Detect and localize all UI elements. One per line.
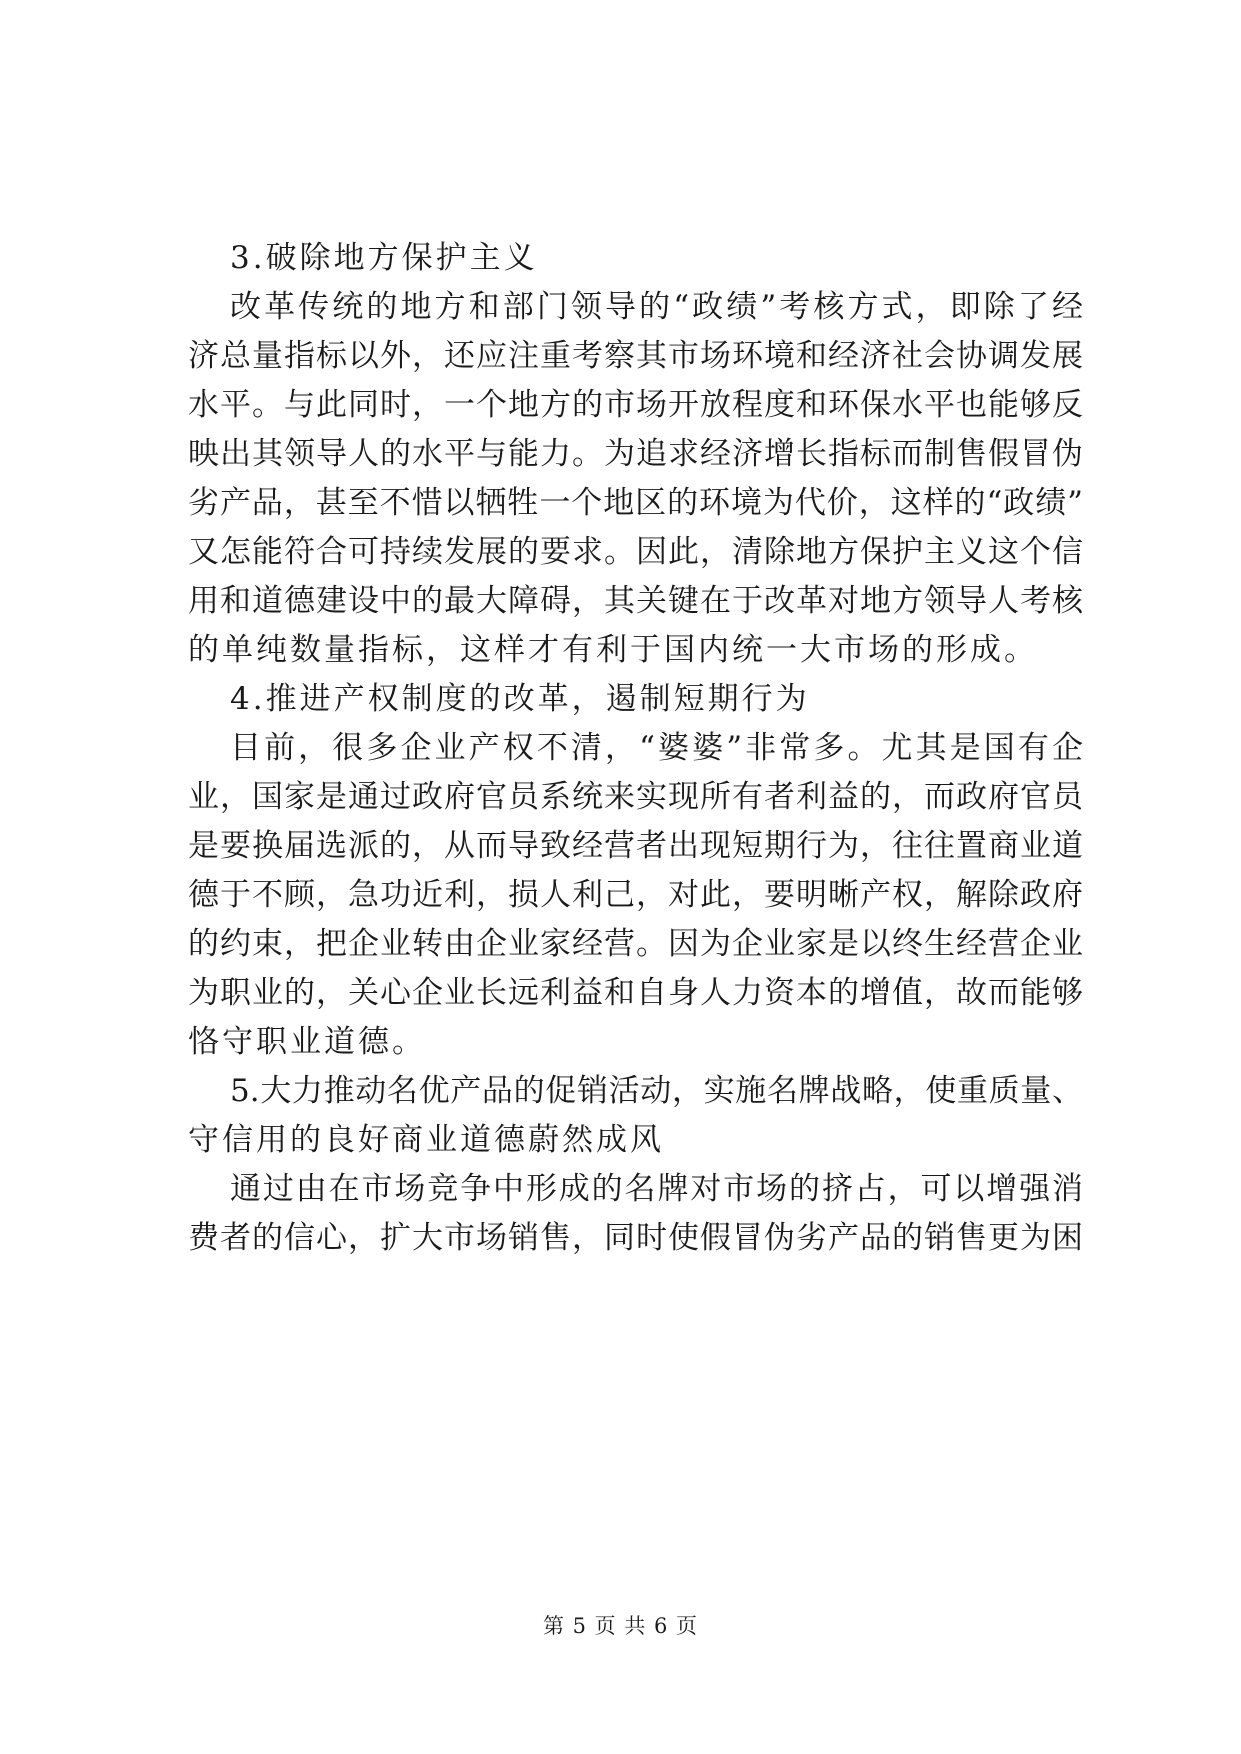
paragraph-line: 水平。与此同时，一个地方的市场开放程度和环保水平也能够反 (188, 387, 1083, 423)
paragraph-line: 通过由在市场竞争中形成的名牌对市场的挤占，可以增强消 (230, 1171, 1083, 1207)
paragraph-line: 业，国家是通过政府官员系统来实现所有者利益的，而政府官员 (188, 779, 1083, 815)
paragraph-line: 济总量指标以外，还应注重考察其市场环境和经济社会协调发展 (188, 338, 1083, 374)
paragraph-line: 劣产品，甚至不惜以牺牲一个地区的环境为代价，这样的“政绩” (188, 485, 1083, 521)
section-heading-5: 5.大力推动名优产品的促销活动，实施名牌战略，使重质量、 (230, 1073, 1083, 1109)
paragraph-line: 又怎能符合可持续发展的要求。因此，清除地方保护主义这个信 (188, 534, 1083, 570)
paragraph-line: 恪守职业道德。 (188, 1024, 426, 1060)
section-heading-4: 4.推进产权制度的改革，遏制短期行为 (230, 681, 810, 717)
section-heading-5-cont: 守信用的良好商业道德蔚然成风 (188, 1122, 664, 1158)
paragraph-line: 的约束，把企业转由企业家经营。因为企业家是以终生经营企业 (188, 926, 1083, 962)
paragraph-line: 目前，很多企业产权不清，“婆婆”非常多。尤其是国有企 (230, 730, 1083, 766)
paragraph-line: 德于不顾，急功近利，损人利己，对此，要明晰产权，解除政府 (188, 877, 1083, 913)
paragraph-line: 是要换届选派的，从而导致经营者出现短期行为，往往置商业道 (188, 828, 1083, 864)
paragraph-line: 改革传统的地方和部门领导的“政绩”考核方式，即除了经 (230, 289, 1083, 325)
paragraph-line: 映出其领导人的水平与能力。为追求经济增长指标而制售假冒伪 (188, 436, 1083, 472)
paragraph-line: 用和道德建设中的最大障碍，其关键在于改革对地方领导人考核 (188, 583, 1083, 619)
section-heading-3: 3.破除地方保护主义 (230, 240, 538, 276)
page-footer: 第 5 页 共 6 页 (542, 1614, 699, 1638)
paragraph-line: 为职业的，关心企业长远利益和自身人力资本的增值，故而能够 (188, 975, 1083, 1011)
paragraph-line: 费者的信心，扩大市场销售，同时使假冒伪劣产品的销售更为困 (188, 1220, 1083, 1256)
paragraph-line: 的单纯数量指标，这样才有利于国内统一大市场的形成。 (188, 632, 1038, 668)
